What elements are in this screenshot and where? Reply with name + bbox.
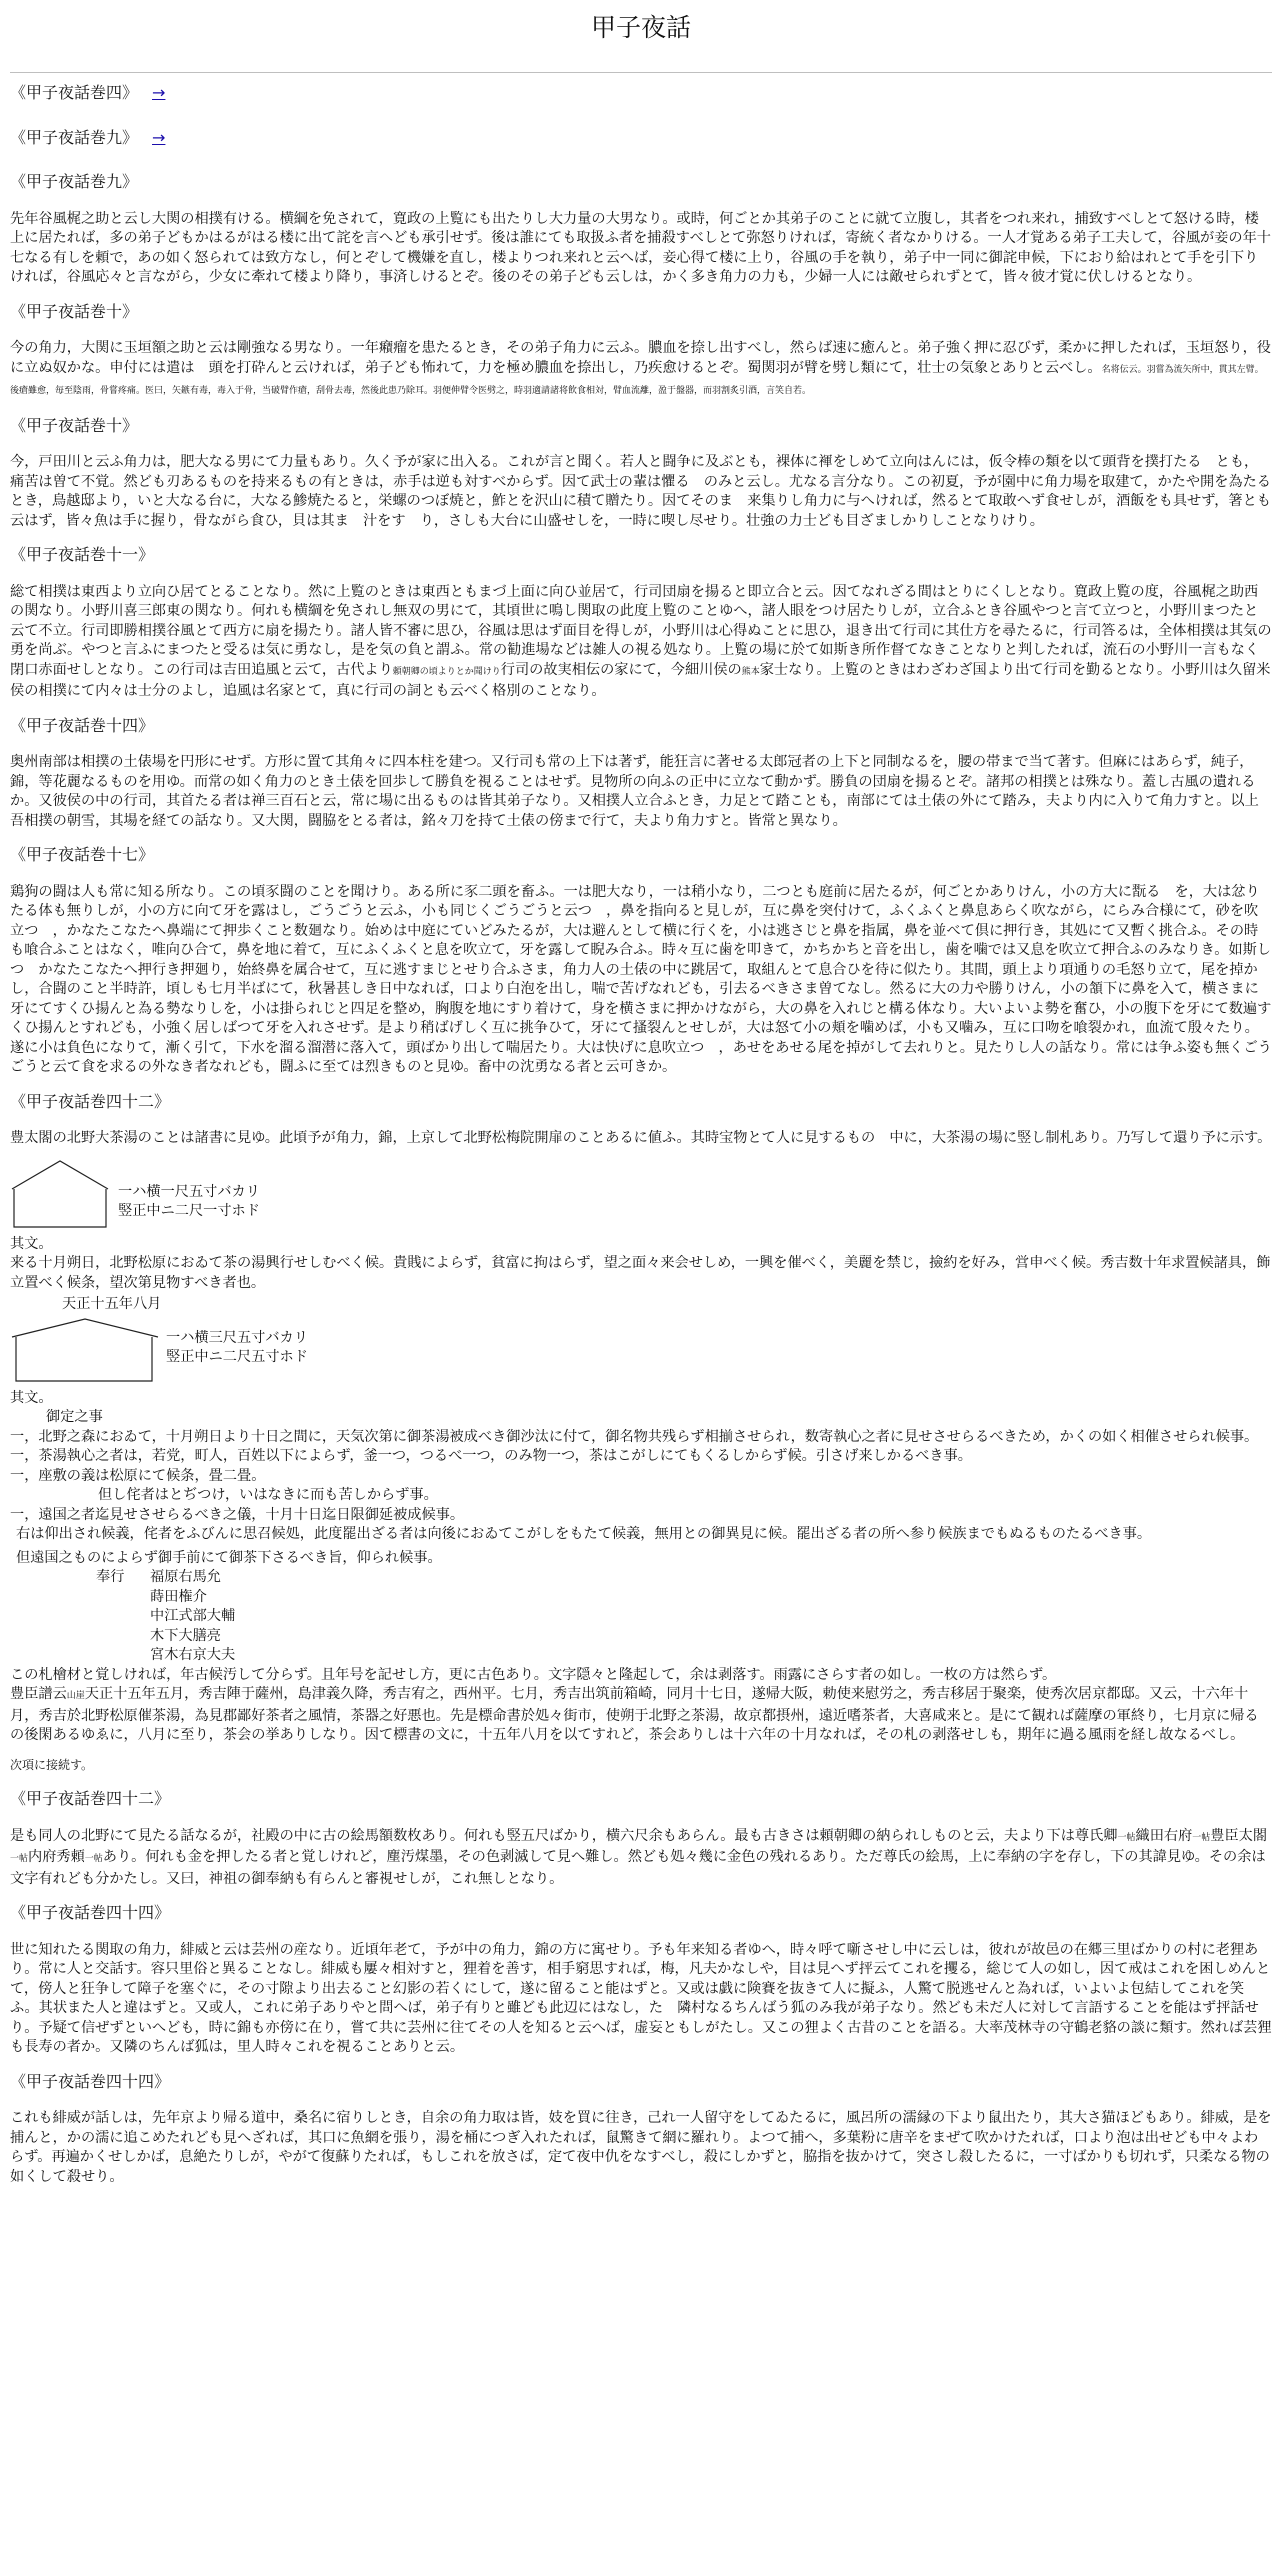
- order-paragraph: 但遠国之ものによらず御手前にて御茶下さるべき旨，仰られ候事。: [16, 1549, 442, 1566]
- signboard-dimensions: [118, 1183, 260, 1221]
- order-paragraph: 右は仰出され候義，侘者をふびんに思召候処，此度罷出ざる者は向後におゐてこがしをもたて候義，無用との御異見に候。罷出ざる者の所へ参り候族までもぬるものたるべき事。: [16, 1526, 1152, 1542]
- signers-block: [96, 1568, 1272, 1666]
- body-text: 天正十五年五月，秀吉陣于薩州，島津義久降，秀吉宥之，西州平。七月，秀吉出筑前箱崎，同月十七日，遂帰大阪，勅使来慰労之，秀吉移居于聚楽，使秀次居京都邸。又云，十六年十月，秀吉於北野松原催茶湯，為見郡鄙好茶者之風情，茶器之好悪也。先是標命書於処々街市，使朔于北野之茶湯，故京都摂州，遠近嗜茶者，大喜咸来と。是にて観れば薩摩の軍終り，七月京に帰るの後閑あるゆゑに，八月に至り，茶会の挙ありしなり。因て標書の文に，十五年八月を以てすれど，茶会ありしは十六年の十月なれば，その札の剥落せしも，期年に過る風雨を経し故なるべし。: [10, 1686, 1259, 1743]
- annotation-note: 名将伝云。羽嘗為流矢所中，貫其左臂。後瘡雖愈，毎至陰雨，骨嘗疼痛。医曰，矢鏃有毒，毒入于骨，当破臂作瘡，刮骨去毒，然後此患乃除耳。羽便伸臂令医劈之，時羽適請諸将飲食相対，臂血流離，盈于盤器，而羽割炙引酒，言笑自若。: [10, 364, 1264, 396]
- notice-date: 天正十五年八月: [62, 1296, 162, 1312]
- dimension-line: 一ハ横一尺五寸バカリ: [118, 1183, 260, 1200]
- dimension-line: 竪正中ニ二尺一寸ホド: [118, 1202, 260, 1219]
- signboard-figure-1: [10, 1159, 1272, 1231]
- section-body: 鶏狗の闘は人も常に知る所なり。この頃豕闘のことを聞けり。ある所に豕二頭を畜ふ。一は肥大なり，一は稍小なり，二つとも庭前に居たるが，何ごとかありけん，小の方大に翫る を，大は忿りたる体も無りしが，小の方に向て牙を露はし，ごうごうと云ふ，小も同じくごうごうと云つ ，鼻を指向ると見しが，互に鼻を突付けて，ふくふくと鼻息あらく吹ながら，にらみ合様にて，砂を吹立つ ，かなたこなたへ鼻端にて押歩くこと数廻なり。始めは中庭にていどみたるが，大は避んとして横に行くを，小は逃さじと鼻を指属，鼻を並べて倶に押行き，其処にて又暫く挑合ふ。その時も喰合ふことはなく，唯向ひ合て，鼻を地に着て，互にふくふくと息を吹立て，牙を露して睨み合ふ。時々互に歯を叩きて，かちかちと音を出し，歯を噛では又息を吹立て押合ふのみなりき。如斯しつ かなたこなたへ押行き押廻り，始終鼻を属合せて，互に逃すまじとせり合ふさま，角力人の土俵の中に跳居て，取組んとて息合ひを待に似たり。其間，頭上より項通りの毛怒り立て，尾を掉かし，合闘のこと半時許，頃しも七月半ばにて，秋暑甚しき日中なれば，口より白泡を出し，喘で苦げなれども，引去るべきさま曽てなし。然るに大の力や勝りけん，小の頷下に鼻を入て，横さまに牙にてすくひ揚んと為る勢なりしを，小は掛られじと四足を整め，胸腹を地にすり着けて，身を横さまに押かけながら，大の鼻を入れじと構る体なり。大いよいよ勢を奮ひ，小の腹下を牙にて数遍すくひ揚んとすれども，小強く居しばつて牙を入れさせず。是より稍ばげしく互に挑争ひて，牙にて搔裂んとせしが，大は怒て小の頬を噛めば，小も又噛み，互に口吻を喰裂かれ，血流て殷々たり。遂に小は負色になりて，漸く引て，下水を溜る溜潜に落入て，頭ばかり出して喘居たり。大は快げに息吹立つ ，あせをあせる尾を掉がして去れりと。見たりし人の話なり。常には争ふ姿も無くごうごうと云て食を求るの外なき者なれども，闘ふに至ては烈きものと見ゆ。畜中の沈勇なる者と云可きか。: [10, 883, 1272, 1075]
- body-text: 総て相撲は東西より立向ひ居てとることなり。然に上覧のときは東西ともまづ上面に向ひ並居て，行司団扇を揚ると即立合と云。因てなれざる間はとりにくしとなり。寛政上覧の度，谷風梶之助西の関なり。小野川喜三郎東の関なり。何れも横綱を免されし無双の男にて，其頃世に鳴し関取の此度上覧のことゆへ，諸人眼をつけ居たりしが，立合ふとき谷風やつと言て立つと，小野川まつたと云て不立。行司即勝相撲谷風とて西方に扇を揚たり。諸人皆不審に思ひ，谷風は思はず面目を得しが，小野川は心得ぬことに思ひ，退き出て行司に其仕方を尋たるに，行司答るは，全体相撲は其気の勇を尚ぶ。やつと言ふにまつたと受るは気に勇なし，是を気の負と謂ふ。常の勧進場などは雑人の視る処なり。上覧の場に於て如斯き所作督てなきことなりと判したれば，流石の小野川一言もなく閉口赤面せしとなり。この行司は吉田追風と云て，古代より: [10, 583, 1272, 678]
- signboard-figure-2: [10, 1317, 1272, 1385]
- nav-link-arrow[interactable]: →: [152, 83, 166, 102]
- signboard-diagram: [10, 1159, 114, 1229]
- section-title: 《甲子夜話巻四十四》: [10, 2071, 171, 2091]
- section-title: 《甲子夜話巻十》: [10, 301, 139, 321]
- section-body: 世に知れたる関取の角力，緋威と云は芸州の産なり。近頃年老て，予が中の角力，錦の方に寓せり。予も年来知る者ゆへ，時々呼て噺させし中に云しは，彼れが故邑の在郷三里ばかりの村に老狸あり。常に人と交話す。容只里俗と異ることなし。緋威も屢々相対すと，狸着を善す，相手窮思すれば，梅，凡夫かなしや，目は見へず抨云てこれを攫る，総じて人の如し，因て戒はこれを困しめんとて，傍人と狂争して障子を塞ぐに，その寸隙より出去ること幻影の若くにして，遂に留ること能はずと。又或は戯に険賽を抜きて人に擬ふ，人驚て脱逃せんと為れば，いよいよ包結してこれを笑ふ。其状また人と違はずと。又或人，これに弟子ありやと問へば，弟子有りと雖ども此辺にはなし，た 隣村なるちんばう狐のみ我が弟子なり。然ども未だ人に対して言語することを能はず抨話せり。予疑て信ぜずといへども，時に錦も亦傍に在り，嘗て共に芸州に往てその人を知ると云へば，虚妄ともしがたし。又この狸よく古昔のことを語る。大率茂林寺の守鶴老貉の談に類す。然れば芸狸も長寿の者か。又隣のちんば狐は，里人時々これを視ることありと云。: [10, 1941, 1272, 2055]
- section-body: [10, 1685, 1272, 1746]
- section-body: この札檜材と覚しければ，年古候汚して分らず。且年号を記せし方，更に古色あり。文字隠々と隆起して，余は剥落す。雨露にさらす者の如し。一枚の方は然らず。: [10, 1666, 1057, 1683]
- nav-link-row: [10, 83, 1272, 103]
- signers-heading: 奉行: [96, 1569, 125, 1585]
- body-text: 行司の故実相伝の家にて，今細川侯の: [500, 661, 742, 678]
- body-text: あり。何れも金を押したる者と覚しけれど，塵汚煤墨，その色剥滅して見へ難し。然ども処々幾に金色の残れるあり。ただ尊氏の絵馬，上に奉納の字を存し，下の其諱見ゆ。その余は文字有れども分かたし。又曰，神祖の御奉納も有らんと審視せしが，これ無しとなり。: [10, 1849, 1266, 1887]
- section-body: [10, 339, 1272, 402]
- section-title: 《甲子夜話巻四十四》: [10, 1903, 171, 1922]
- annotation-note: 一帖: [1117, 1832, 1136, 1843]
- signer-name: 福原右馬允: [150, 1569, 221, 1585]
- title-divider: [10, 72, 1272, 73]
- section-title: 《甲子夜話巻十一》: [10, 545, 155, 564]
- order-heading: 御定之事: [46, 1409, 103, 1425]
- annotation-note: 一帖: [1192, 1832, 1211, 1843]
- qiwen-label: 其文。: [10, 1235, 53, 1252]
- section-body: 先年谷風梶之助と云し大関の相撲有ける。横綱を免されて，寛政の上覧にも出たりし大力量の大男なり。或時，何ごとか其弟子のことに就て立腹し，其者をつれ来れ，捕致すべしとて怒ける時，楼上に居たれば，多の弟子どもかはるがはる楼に出て詫を言へども承引せず。後は誰にても取扱ふ者を捕殺すべしとて弥怒りければ，寄統く者なかりける。一人才覚ある弟子工夫して，谷風が妾の年十七なる有しを頼で，あの如く怒られては致方なし，何とぞして機嫌を直し，楼よりつれ来れと云へば，妾心得て楼に上り，谷風の手を執り，弟子中一同に御詫申候，下におり給はれとて手を引下りければ，谷風応々と言ながら，少女に牽れて楼より降り，事済しけるとぞ。後のその弟子ども云しは，かく多き角力の力も，少婦一人には敵せられずとて，皆々彼才覚に伏しけるとなり。: [10, 210, 1271, 285]
- signer-name: 木下大膳亮: [150, 1627, 221, 1644]
- dimension-line: 一ハ横三尺五寸バカリ: [166, 1329, 308, 1346]
- signboard-diagram: [10, 1317, 160, 1383]
- annotation-note: 山崖: [66, 1691, 85, 1701]
- nav-link-arrow[interactable]: →: [152, 127, 166, 147]
- section-body: [10, 583, 1272, 702]
- section-body: これも緋威が話しは，先年京より帰る道中，桑名に宿りしとき，自余の角力取は皆，妓を買に往き，己れ一人留守をしてゐたるに，風呂所の濡縁の下より鼠出たり，其大さ猫ほどもあり。緋威，是を捕んと，かの濡に追こめたれども見へざれば，其口に魚網を張り，湯を桶につぎ入れたれば，鼠驚きて網に羅れり。よつて捕へ，多葉粉に唐辛をまぜて吹かけたれば，口より泡は出せども中々よわらず。再遍かくせしかば，息絶たりしが，やがて復蘇りたれば，もしこれを放さば，定て夜中仇をなすべし，殺にしかずと，脇指を抜かけて，突さし殺したるに，一寸ばかりも切れず，只柔なる物の如くして殺せり。: [10, 2110, 1272, 2185]
- nav-link-label: 《甲子夜話巻四》: [10, 83, 139, 102]
- body-text: 家士なり。上覧のときはわざわざ国より出て行司を勤るとなり。小野川は久留米侯の相撲にて内々は士分のよし，追風は名家とて，真に行司の詞とも云べく格別のことなり。: [10, 661, 1271, 699]
- section-body: [10, 1827, 1272, 1890]
- body-text: 豊臣譜云: [10, 1686, 67, 1702]
- annotation-note: 一帖: [10, 1854, 29, 1864]
- section-title: 《甲子夜話巻十四》: [10, 715, 155, 735]
- section-title: 《甲子夜話巻十七》: [10, 845, 155, 864]
- notice-text: 来る十月朔日，北野松原におゐて茶の湯興行せしむべく候。貴賎によらず，貧富に拘はらず，望之面々来会せしめ，一興を催べく，美麗を禁じ，撿約を好み，営申べく候。秀吉数十年求置候諸具，飾立置べく候条，望次第見物すべき者也。: [10, 1255, 1271, 1291]
- annotation-note: 熊本: [741, 666, 760, 677]
- body-text: 織田右府: [1135, 1827, 1193, 1844]
- nav-link-label: 《甲子夜話巻九》: [10, 127, 139, 147]
- annotation-note: 一帖: [84, 1854, 103, 1864]
- body-text: 内府秀頼: [28, 1849, 85, 1865]
- signer-name: 中江式部大輔: [150, 1608, 236, 1624]
- page-title: 甲子夜話: [590, 13, 691, 42]
- signer-name: 宮木右京大夫: [150, 1647, 236, 1663]
- dimension-line: 竪正中ニ二尺五寸ホド: [166, 1348, 308, 1365]
- section-title: 《甲子夜話巻九》: [10, 172, 139, 191]
- qiwen-label: 其文。: [10, 1389, 53, 1406]
- section-title: 《甲子夜話巻十》: [10, 415, 139, 435]
- section-body: 今，戸田川と云ふ角力は，肥大なる男にて力量もあり。久く予が家に出入る。これが言と聞く。若人と闘争に及ぶとも，裸体に褌をしめて立向はんには，仮令棒の類を以て頭背を撲打たる とも，痛苦は曽て不覚。然ども刃あるものを持来るもの有ときは，赤手は逆も対すべからず。因て武士の輩は懼る のみと云し。尤なる言分なり。この初夏，予が園中に角力場を取建て，かたや開を為たるとき，鳥越邸より，いと大なる台に，大なる鯵焼たると，栄螺のつぼ焼と，鮓とを沢山に積て贈たり。因てそのま 来集りし角力に与へければ，然るとて取敢へず食せしが，酒飯をも具せず，箸とも云はず，皆々魚は手に握り，骨ながら食ひ，貝は其ま 汁をす り，さしも大台に山盛せしを，一時に喫し尽せり。壮強の力士ども目ざましかりしことなりけり。: [10, 454, 1271, 529]
- signer-name: 蒔田権介: [150, 1588, 207, 1605]
- order-item: 一，座敷の義は松原にて候条，畳二畳。: [10, 1467, 266, 1484]
- body-text: 豊臣太閤: [1210, 1827, 1268, 1844]
- order-item: 一，茶湯執心之者は，若党，町人，百姓以下によらず，釜一つ，つるべ一つ，のみ物一つ，茶はこがしにてもくるしからず候。引さげ来しかるべき事。: [10, 1448, 972, 1464]
- annotation-note: 頼朝卿の頃よりとか聞けり: [392, 666, 501, 677]
- body-text: 今の角力，大関に玉垣額之助と云は剛強なる男なり。一年癪瘤を患たるとき，その弟子角力に云ふ。膿血を捺し出すべし，然らば速に癒んと。弟子強く押に忍びず，柔かに押したれば，玉垣怒り，役に立ぬ奴かな。申付には遣は 頭を打砕んと云ければ，弟子ども怖れて，力を極め膿血を捺出し，乃疾愈けるとぞ。蜀関羽が臂を劈し類にて，壮士の気象とありと云べし。: [10, 340, 1271, 376]
- section-body: 豊太閤の北野大茶湯のことは諸書に見ゆ。此頃予が角力，錦，上京して北野松梅院開扉のことあるに値ふ。其時宝物とて人に見するもの 中に，大茶湯の場に竪し制札あり。乃写して還り予に示す。: [10, 1130, 1272, 1146]
- continuation-note: 次項に接続す。: [10, 1757, 94, 1772]
- signers-list: [150, 1568, 1272, 1666]
- section-title: 《甲子夜話巻四十二》: [10, 1091, 171, 1111]
- order-item: 一，北野之森におゐて，十月朔日より十日之間に，天気次第に御茶湯被成べき御沙汰に付て，御名物共残らず相揃させられ，数寄執心之者に見せさせらるべきため，かくの如く相催させられ候事。: [10, 1428, 1259, 1445]
- body-text: 是も同人の北野にて見たる話なるが，社殿の中に古の絵馬額数枚あり。何れも竪五尺ばかり，横六尺余もあらん。最も古きさは頼朝卿の納られしものと云，夫より下は尊氏卿: [10, 1827, 1118, 1844]
- section-title: 《甲子夜話巻四十二》: [10, 1789, 171, 1808]
- order-item-sub: 但し侘者はとぢつけ，いはなきに而も苦しからず事。: [98, 1487, 438, 1503]
- section-body: 奥州南部は相撲の土俵場を円形にせず。方形に置て其角々に四本柱を建つ。又行司も常の上下は著ず，能狂言に著せる太郎冠者の上下と同制なるを，腰の帯まで当て著す。但麻にはあらず，純子，錦，等花麗なるものを用ゆ。而常の如く角力のとき土俵を回歩して勝負を視ることはせず。見物所の向ふの正中に立なて動かず。勝負の団扇を揚るとぞ。諸邦の相撲とは殊なり。蓋し古風の遺れるか。又彼侯の中の行司，其首たる者は禅三百石と云，常に場に出るものは皆其弟子なり。又相撲人立合ふとき，力足とて踏ことも，南部にては土俵の外にて踏み，夫より内に入りて角力すと。以上吾相撲の朝雪，其場を経ての話なり。又大関，闘脇をとる者は，銘々刀を持て土俵の傍まで行て，夫より角力すと。皆常と異なり。: [10, 754, 1259, 829]
- nav-link-row: [10, 128, 1272, 148]
- signboard-dimensions: [166, 1329, 308, 1367]
- order-item: 一，遠国之者迄見せさせらるべき之儀，十月十日迄日限御延被成候事。: [10, 1506, 465, 1523]
